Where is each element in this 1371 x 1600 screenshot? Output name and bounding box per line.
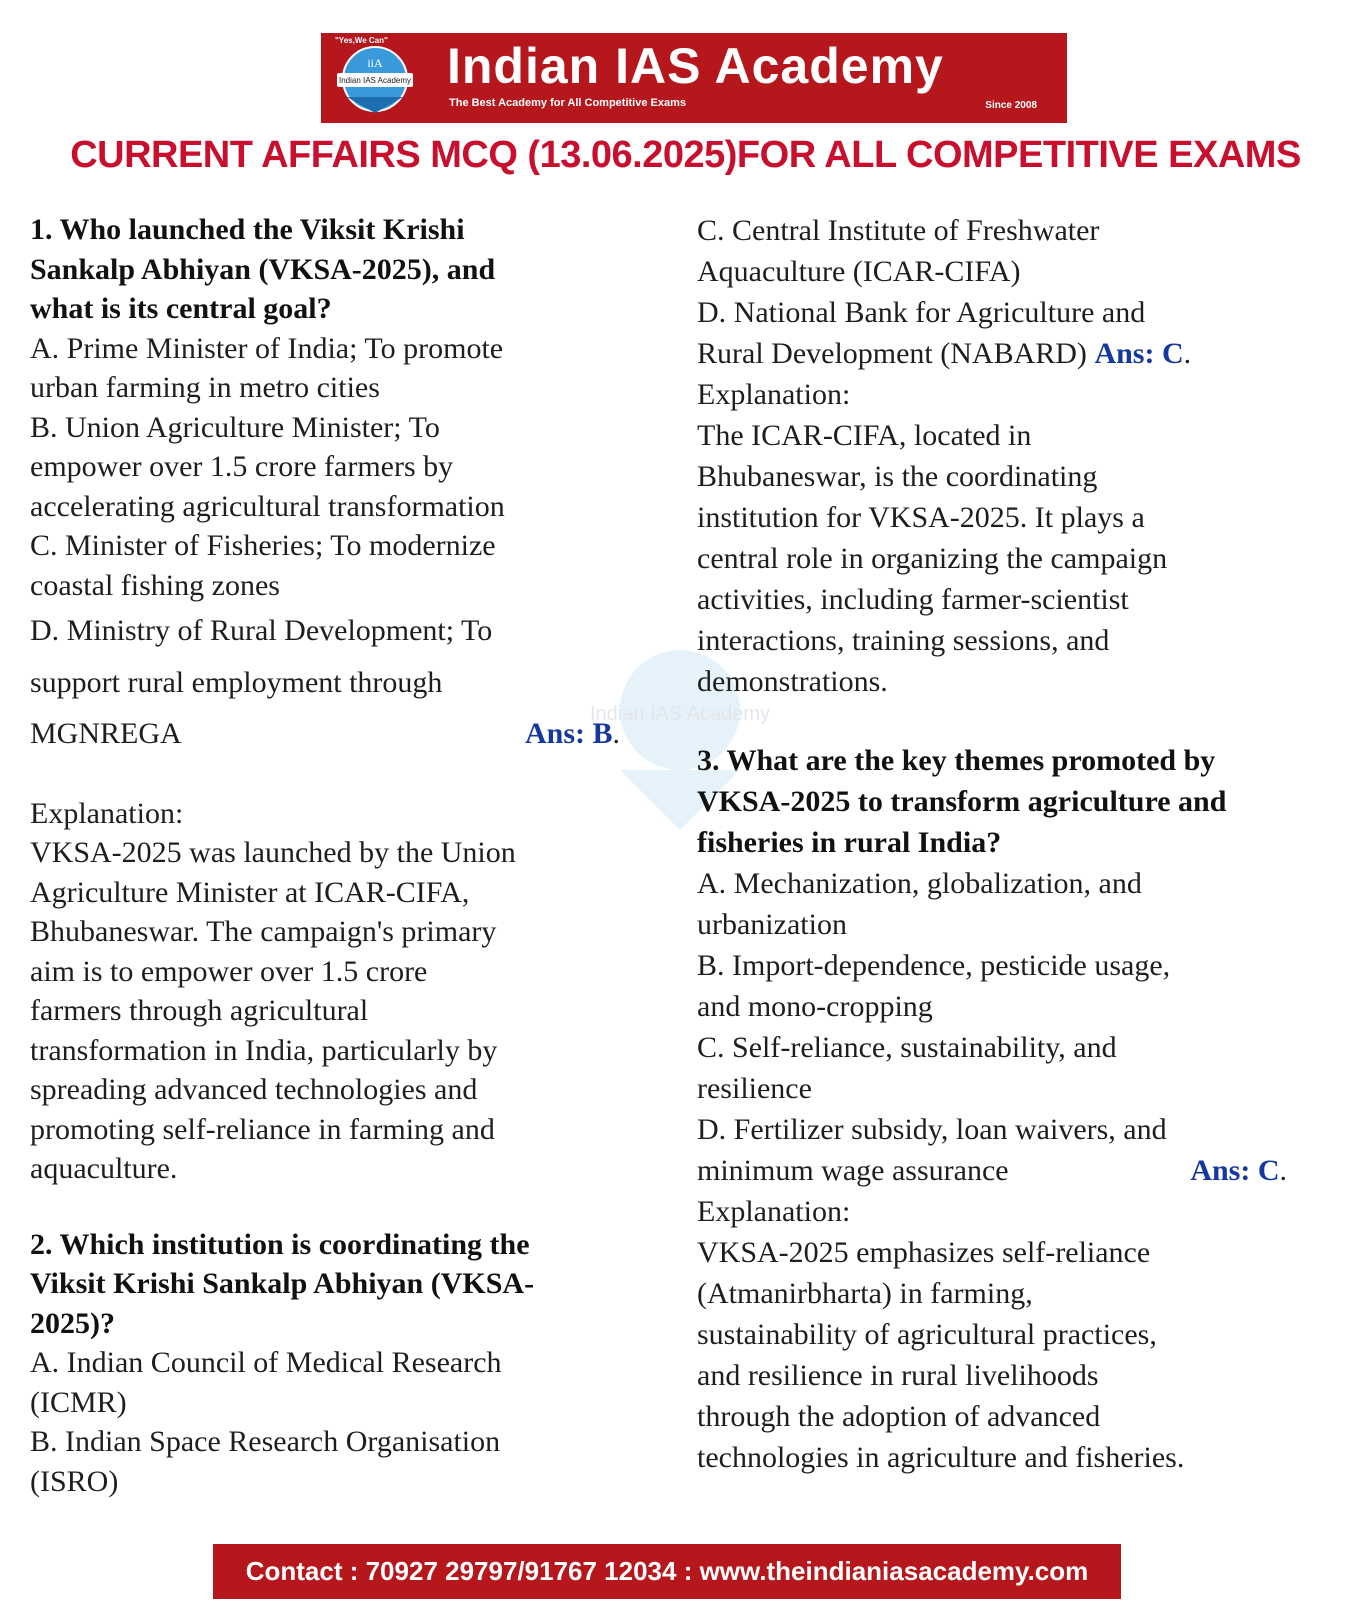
q3-option-line: D. Fertilizer subsidy, loan waivers, and <box>697 1113 1167 1146</box>
question-1 <box>30 210 645 1189</box>
q2-question-line: Viksit Krishi Sankalp Abhiyan (VKSA- <box>30 1267 535 1300</box>
q3-option-line: urbanization <box>697 908 847 941</box>
q2-explanation-line: central role in organizing the campaign <box>697 542 1168 575</box>
q2-option-line: Aquaculture (ICAR-CIFA) <box>697 255 1021 288</box>
logo-subtext: Indian IAS Academy <box>338 76 412 85</box>
q2-option-line: A. Indian Council of Medical Research <box>30 1346 502 1379</box>
question-2-continued <box>697 210 1347 702</box>
q1-answer: Ans: B <box>524 717 613 750</box>
q1-explanation-line: farmers through agricultural <box>30 994 369 1027</box>
q1-answer-row <box>30 714 620 754</box>
q1-option-line: A. Prime Minister of India; To promote <box>30 331 504 365</box>
q2-explanation-label: Explanation: <box>697 378 851 411</box>
q2-question-line: 2. Which institution is coordinating the <box>30 1227 530 1261</box>
academy-subtitle: The Best Academy for All Competitive Exams <box>449 97 686 109</box>
q1-explanation-line: promoting self-reliance in farming and <box>30 1112 495 1146</box>
q2-explanation-line: activities, including farmer-scientist <box>697 583 1129 616</box>
q1-explanation-line: aim is to empower over 1.5 crore <box>30 954 428 988</box>
q2-explanation-line: demonstrations. <box>697 665 888 698</box>
q3-option-line: resilience <box>697 1072 812 1105</box>
q2-question-line: 2025)? <box>30 1306 115 1340</box>
contact-footer: Contact : 70927 29797/91767 12034 : www.theindianiasacademy.com <box>213 1544 1121 1599</box>
q1-question-line: what is its central goal? <box>30 292 332 325</box>
q3-explanation-line: sustainability of agricultural practices, <box>697 1318 1157 1351</box>
q3-explanation-line: technologies in agriculture and fisheries. <box>697 1441 1185 1474</box>
q3-option-line: A. Mechanization, globalization, and <box>697 867 1142 900</box>
q3-answer-dot: . <box>1279 1154 1287 1187</box>
question-3 <box>697 740 1347 1478</box>
q1-explanation-label: Explanation: <box>30 796 184 830</box>
q1-question-line: Sankalp Abhiyan (VKSA-2025), and <box>30 252 496 286</box>
q1-option-line: B. Union Agriculture Minister; To <box>30 410 440 444</box>
q2-explanation-line: The ICAR-CIFA, located in <box>697 419 1032 452</box>
q2-last-option: Rural Development (NABARD) <box>697 337 1095 370</box>
q2-option-line: (ICMR) <box>30 1385 127 1419</box>
q2-answer: Ans: C <box>1094 337 1184 370</box>
q3-question-line: 3. What are the key themes promoted by <box>697 744 1216 777</box>
q1-option-line: empower over 1.5 crore farmers by <box>30 450 454 483</box>
header-banner <box>321 33 1067 123</box>
q3-question-line: fisheries in rural India? <box>697 826 1002 859</box>
right-column <box>697 210 1347 1478</box>
q2-explanation-line: institution for VKSA-2025. It plays a <box>697 501 1145 534</box>
q1-last-option: MGNREGA <box>30 717 182 750</box>
question-2 <box>30 1225 645 1502</box>
q3-answer: Ans: C <box>1190 1154 1280 1187</box>
q2-option-line: C. Central Institute of Freshwater <box>697 214 1100 247</box>
academy-name: Indian IAS Academy <box>447 38 944 94</box>
since-label: Since 2008 <box>985 100 1037 111</box>
q2-answer-dot: . <box>1183 337 1192 370</box>
q1-option-line: C. Minister of Fisheries; To modernize <box>30 529 496 562</box>
q3-explanation-line: through the adoption of advanced <box>697 1400 1101 1433</box>
q1-question-line: 1. Who launched the Viksit Krishi <box>30 213 465 246</box>
academy-logo <box>327 39 423 117</box>
q3-explanation-line: VKSA-2025 emphasizes self-reliance <box>697 1236 1151 1269</box>
q1-option-line: accelerating agricultural transformation <box>30 489 505 523</box>
q3-question-line: VKSA-2025 to transform agriculture and <box>697 785 1227 818</box>
q2-option-line: B. Indian Space Research Organisation <box>30 1425 501 1458</box>
q3-last-option: minimum wage assurance <box>697 1154 1009 1187</box>
q1-explanation-line: VKSA-2025 was launched by the Union <box>30 836 516 869</box>
q2-option-line: D. National Bank for Agriculture and <box>697 296 1146 329</box>
q2-explanation-line: interactions, training sessions, and <box>697 624 1110 657</box>
q1-option-line: support rural employment through <box>30 665 443 699</box>
q3-answer-row <box>697 1150 1287 1191</box>
q1-answer-dot: . <box>612 717 620 750</box>
q3-option-line: and mono-cropping <box>697 990 933 1023</box>
q1-option-line: coastal fishing zones <box>30 568 280 602</box>
q3-explanation-line: (Atmanirbharta) in farming, <box>697 1277 1033 1310</box>
q1-explanation-line: Agriculture Minister at ICAR-CIFA, <box>30 875 470 909</box>
q1-explanation-line: transformation in India, particularly by <box>30 1033 498 1067</box>
q1-explanation-line: spreading advanced technologies and <box>30 1073 478 1106</box>
q3-explanation-label: Explanation: <box>697 1195 851 1228</box>
q1-option-line: D. Ministry of Rural Development; To <box>30 614 493 647</box>
q2-answer-row <box>697 333 1347 374</box>
q1-option-line: urban farming in metro cities <box>30 371 380 404</box>
q1-explanation-line: aquaculture. <box>30 1152 178 1185</box>
watermark-text: Indian IAS Academy <box>589 703 771 725</box>
logo-text: iiA <box>367 56 383 70</box>
tagline: "Yes,We Can" <box>335 36 388 45</box>
left-column <box>30 210 645 1501</box>
page-title: CURRENT AFFAIRS MCQ (13.06.2025)FOR ALL COMPETITIVE EXAMS <box>70 134 1301 176</box>
q3-option-line: C. Self-reliance, sustainability, and <box>697 1031 1117 1064</box>
q3-option-line: B. Import-dependence, pesticide usage, <box>697 949 1171 982</box>
q1-explanation-line: Bhubaneswar. The campaign's primary <box>30 915 497 948</box>
q2-explanation-line: Bhubaneswar, is the coordinating <box>697 460 1098 493</box>
q3-explanation-line: and resilience in rural livelihoods <box>697 1359 1099 1392</box>
q2-option-line: (ISRO) <box>30 1464 119 1498</box>
